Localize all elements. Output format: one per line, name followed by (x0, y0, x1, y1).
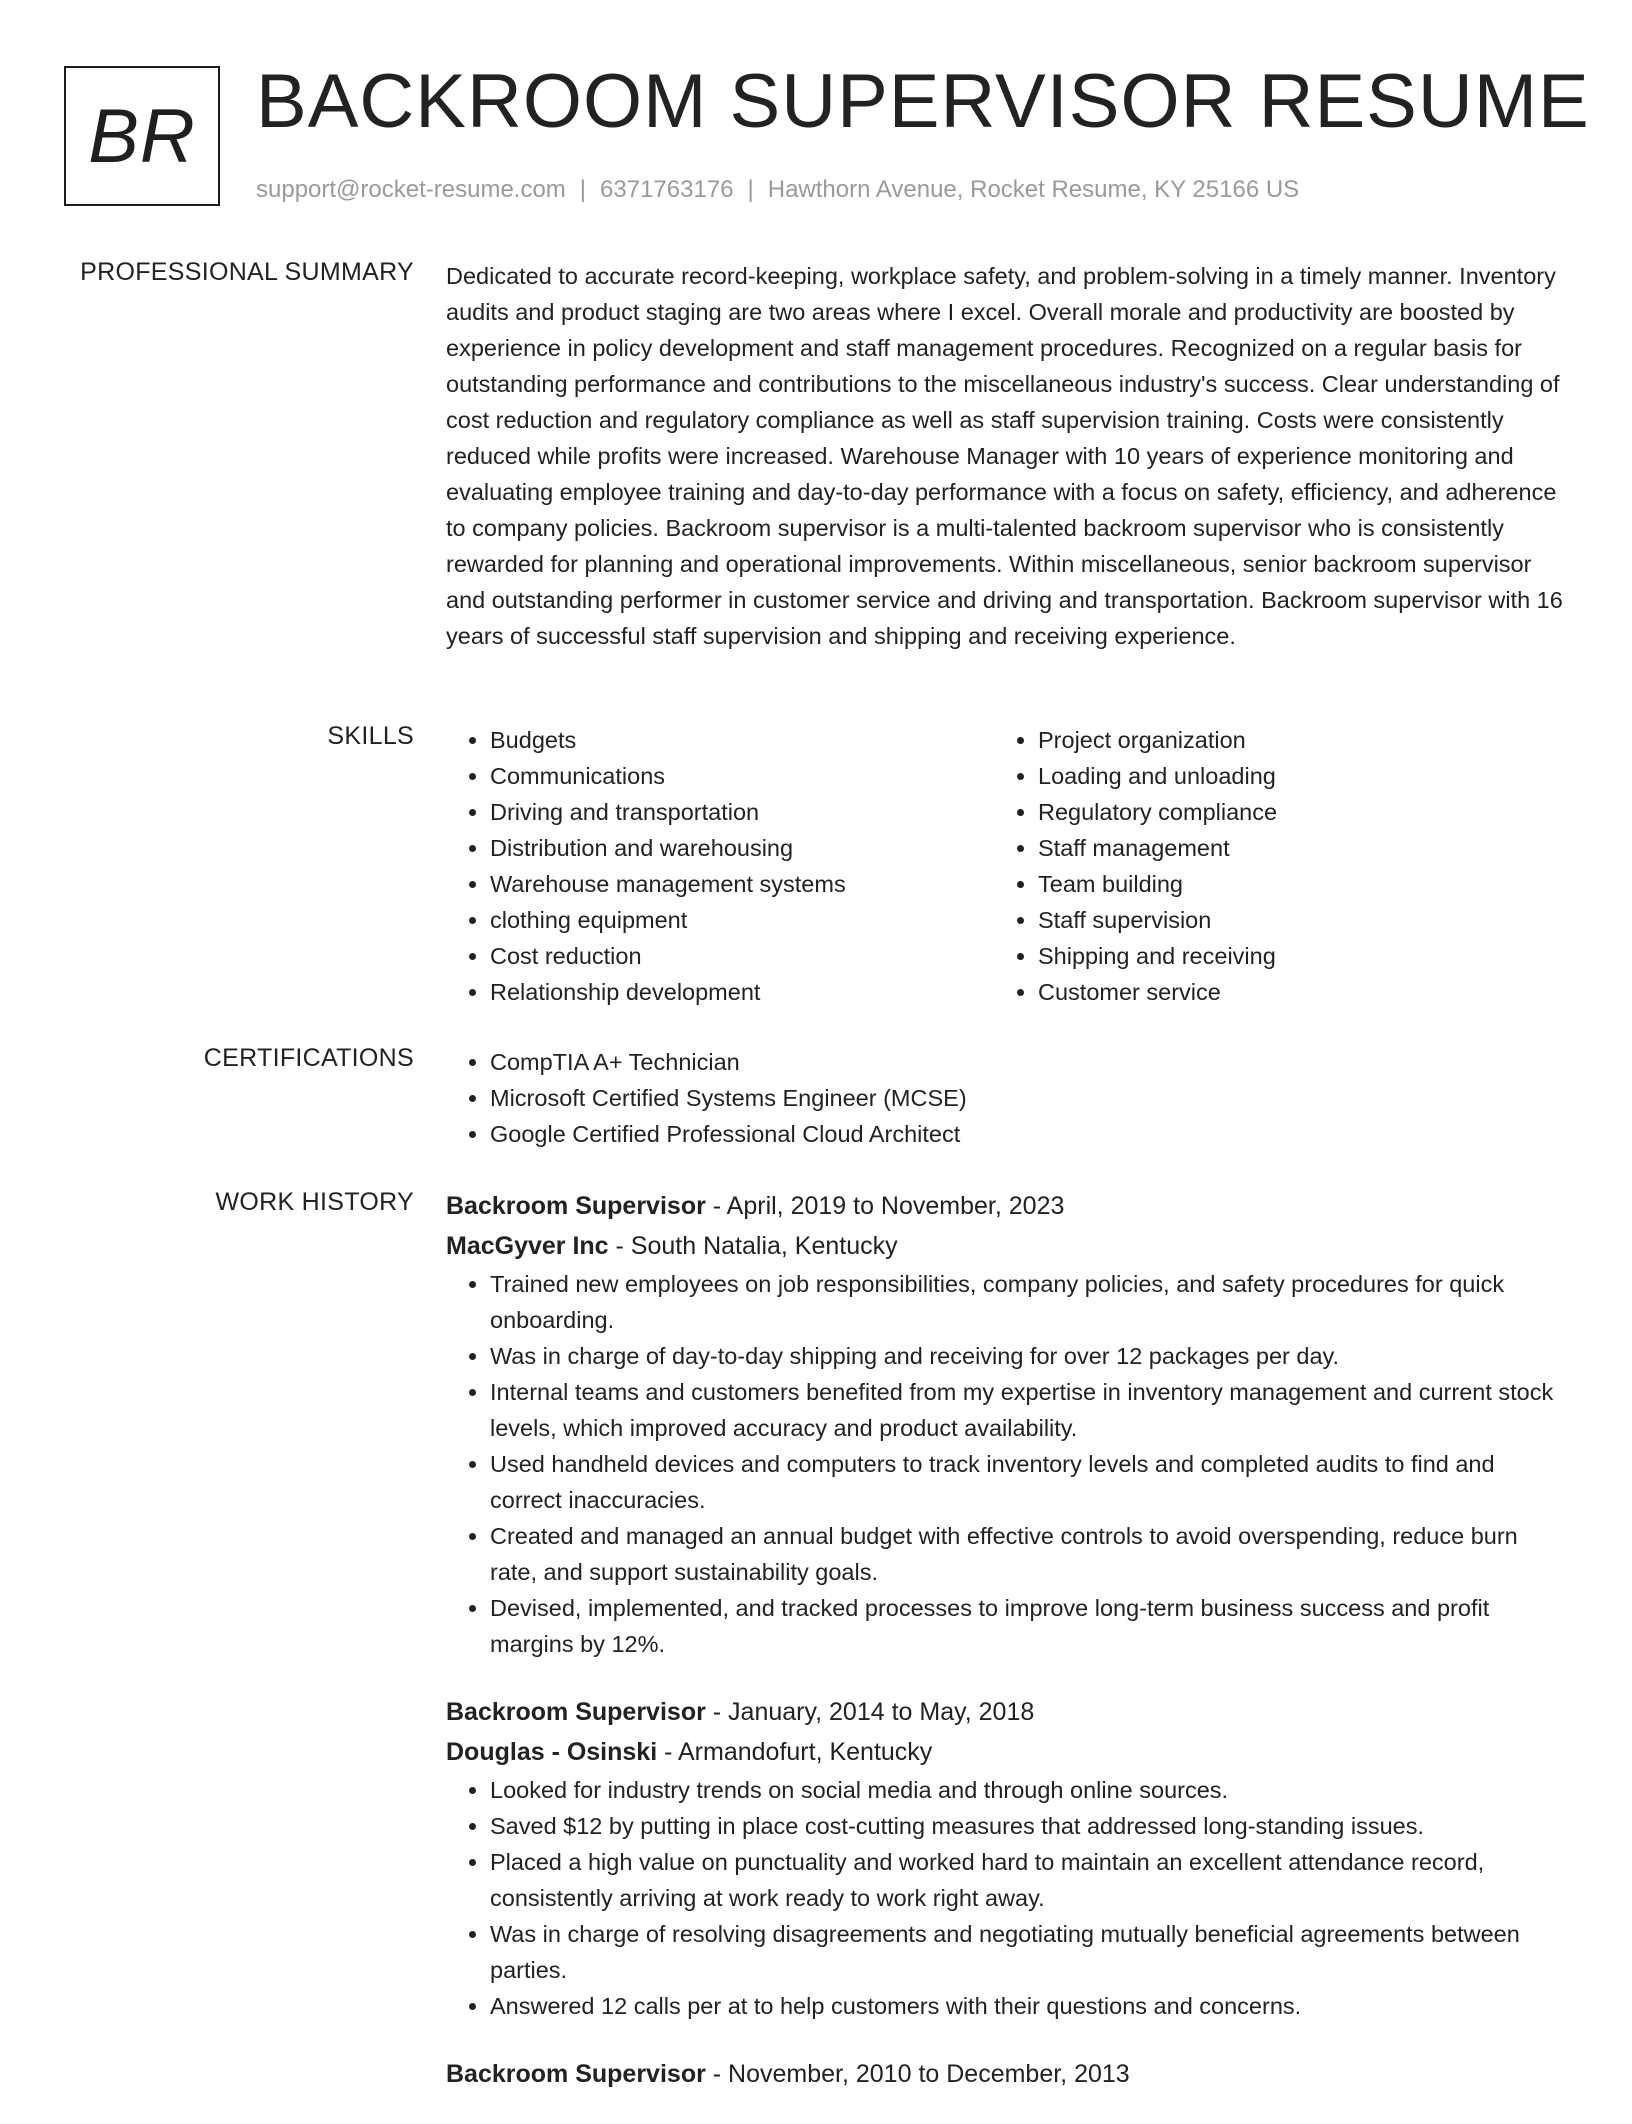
contact-email[interactable]: support@rocket-resume.com (256, 176, 566, 203)
job-duties-list (446, 1266, 1566, 1662)
job-location: - Armandofurt, Kentucky (657, 1738, 933, 1766)
job-duty-item: • Answered 12 calls per at to help customers with their questions and concerns. (490, 1988, 1566, 2024)
job-entry (446, 1186, 1566, 1662)
certifications-body (446, 1044, 1566, 1152)
skill-item: • Budgets (490, 722, 994, 758)
job-duty-item: • Used handheld devices and computers to track inventory levels and completed audits to find and correct inaccuracies. (490, 1446, 1566, 1518)
skill-item: • clothing equipment (490, 902, 994, 938)
job-location: - South Natalia, Kentucky (608, 1232, 898, 1260)
job-title: Backroom Supervisor (446, 2060, 706, 2088)
skill-item: • Distribution and warehousing (490, 830, 994, 866)
skill-item: • Warehouse management systems (490, 866, 994, 902)
section-label-professional-summary: PROFESSIONAL SUMMARY (80, 258, 414, 286)
certification-item: • Google Certified Professional Cloud Architect (490, 1116, 1566, 1152)
skill-item: • Shipping and receiving (1038, 938, 1542, 974)
contact-line (256, 174, 1299, 206)
job-duty-item: • Internal teams and customers benefited from my expertise in inventory management and current stock levels, which improved accuracy and product availability. (490, 1374, 1566, 1446)
skill-item: • Staff management (1038, 830, 1542, 866)
contact-phone[interactable]: 6371763176 (600, 176, 734, 203)
skills-list-left (446, 722, 994, 1010)
skills-body (446, 722, 1566, 1010)
skills-list-right (994, 722, 1542, 1010)
section-label-work-history: WORK HISTORY (215, 1188, 414, 1216)
job-dates: - April, 2019 to November, 2023 (705, 1192, 1065, 1220)
job-duty-item: • Looked for industry trends on social media and through online sources. (490, 1772, 1566, 1808)
summary-text: Dedicated to accurate record-keeping, workplace safety, and problem-solving in a timely manner. Inventory audits and product staging are two areas where I excel. Overall morale and productivity are boosted by experience in policy development and staff management procedures. Recognized on a regular basis for outstanding performance and contributions to the miscellaneous industry's success. Clear understanding of cost reduction and regulatory compliance as well as staff supervision training. Costs were consistently reduced while profits were increased. Warehouse Manager with 10 years of experience monitoring and evaluating employee training and day-to-day performance with a focus on safety, efficiency, and adherence to company policies. Backroom supervisor is a multi-talented backroom supervisor who is consistently rewarded for planning and operational improvements. Within miscellaneous, senior backroom supervisor and outstanding performer in customer service and driving and transportation. Backroom supervisor with 16 years of successful staff supervision and shipping and receiving experience. (446, 263, 1563, 649)
certification-item: • CompTIA A+ Technician (490, 1044, 1566, 1080)
job-duty-item: • Placed a high value on punctuality and worked hard to maintain an excellent attendance record, consistently arriving at work ready to work right away. (490, 1844, 1566, 1916)
job-company: Douglas - Osinski (446, 1738, 658, 1766)
job-entry (446, 2054, 1566, 2094)
skill-item: • Relationship development (490, 974, 994, 1010)
job-title: Backroom Supervisor (446, 1192, 706, 1220)
monogram-logo: BR (64, 66, 220, 206)
resume-title: BACKROOM SUPERVISOR RESUME (256, 59, 1590, 144)
contact-separator: | (579, 176, 587, 203)
skill-item: • Cost reduction (490, 938, 994, 974)
contact-separator: | (747, 176, 754, 203)
job-company: MacGyver Inc (446, 1232, 609, 1260)
job-company-line (446, 1226, 1566, 1266)
job-entry (446, 1692, 1566, 2024)
skill-item: • Driving and transportation (490, 794, 994, 830)
job-duty-item: • Saved $12 by putting in place cost-cutting measures that addressed long-standing issues. (490, 1808, 1566, 1844)
job-duty-item: • Was in charge of resolving disagreements and negotiating mutually beneficial agreements between parties. (490, 1916, 1566, 1988)
skill-item: • Regulatory compliance (1038, 794, 1542, 830)
work-history-body (446, 1186, 1566, 2124)
certification-item: • Microsoft Certified Systems Engineer (MCSE) (490, 1080, 1566, 1116)
skill-item: • Loading and unloading (1038, 758, 1542, 794)
summary-body (446, 258, 1566, 654)
job-duty-item: • Trained new employees on job responsibilities, company policies, and safety procedures for quick onboarding. (490, 1266, 1566, 1338)
skill-item: • Customer service (1038, 974, 1542, 1010)
job-title-line (446, 1692, 1566, 1732)
job-duty-item: • Created and managed an annual budget with effective controls to avoid overspending, reduce burn rate, and support sustainability goals. (490, 1518, 1566, 1590)
job-company-line (446, 1732, 1566, 1772)
job-duty-item: • Was in charge of day-to-day shipping and receiving for over 12 packages per day. (490, 1338, 1566, 1374)
certifications-list (446, 1044, 1566, 1152)
job-duties-list (446, 1772, 1566, 2024)
job-dates: - November, 2010 to December, 2013 (705, 2060, 1130, 2088)
skill-item: • Communications (490, 758, 994, 794)
skill-item: • Team building (1038, 866, 1542, 902)
job-dates: - January, 2014 to May, 2018 (705, 1698, 1035, 1726)
skill-item: • Staff supervision (1038, 902, 1542, 938)
job-duty-item: • Devised, implemented, and tracked processes to improve long-term business success and profit margins by 12%. (490, 1590, 1566, 1662)
section-label-skills: SKILLS (327, 722, 414, 750)
job-title-line (446, 2054, 1566, 2094)
job-title: Backroom Supervisor (446, 1698, 706, 1726)
job-title-line (446, 1186, 1566, 1226)
skill-item: • Project organization (1038, 722, 1542, 758)
section-label-certifications: CERTIFICATIONS (203, 1044, 414, 1072)
contact-address: Hawthorn Avenue, Rocket Resume, KY 25166 US (767, 176, 1300, 203)
